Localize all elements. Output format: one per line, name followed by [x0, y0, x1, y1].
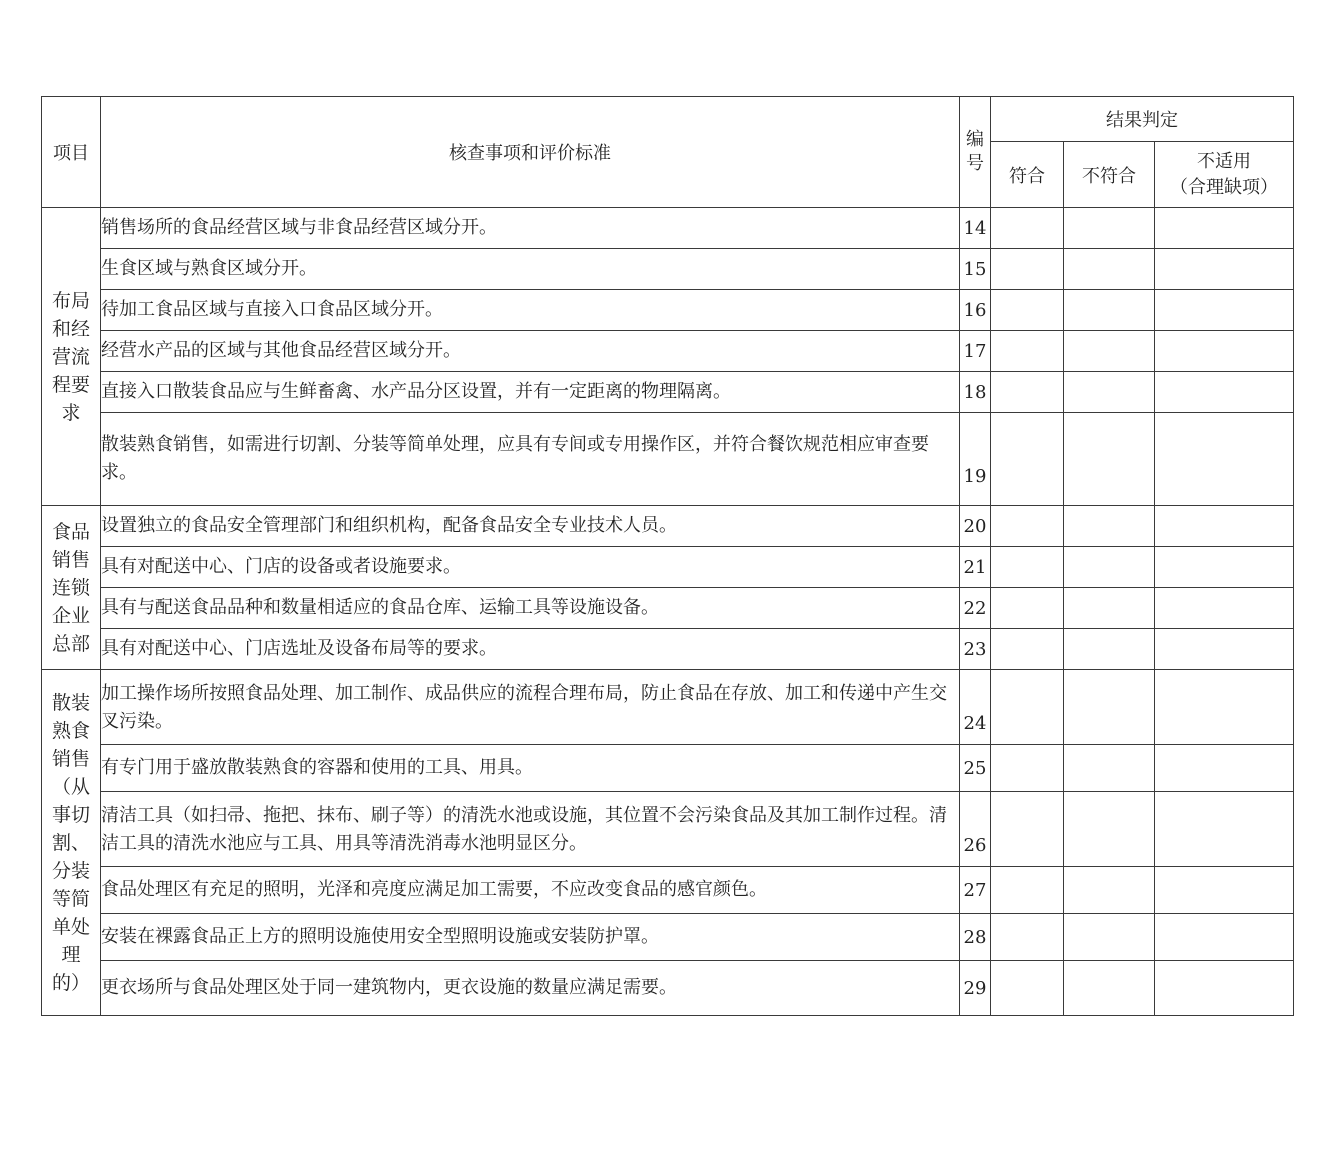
criteria-text: 生食区域与熟食区域分开。 [101, 249, 960, 290]
not-applicable-cell[interactable] [1155, 331, 1294, 372]
criteria-text: 具有对配送中心、门店的设备或者设施要求。 [101, 547, 960, 588]
category-cell [42, 506, 101, 670]
category-label: 食品销售连锁企业总部 [52, 520, 91, 655]
not-applicable-cell[interactable] [1155, 290, 1294, 331]
not-applicable-cell[interactable] [1155, 792, 1294, 867]
table-row [42, 506, 1294, 547]
header-nonconform: 不符合 [1064, 142, 1155, 208]
conform-cell[interactable] [991, 547, 1064, 588]
criteria-text: 具有对配送中心、门店选址及设备布局等的要求。 [101, 629, 960, 670]
table-row [42, 372, 1294, 413]
nonconform-cell[interactable] [1064, 331, 1155, 372]
conform-cell[interactable] [991, 290, 1064, 331]
table-header [42, 97, 1294, 208]
not-applicable-cell[interactable] [1155, 629, 1294, 670]
category-cell [42, 208, 101, 506]
conform-cell[interactable] [991, 961, 1064, 1016]
nonconform-cell[interactable] [1064, 547, 1155, 588]
table-body [42, 208, 1294, 1016]
table-row [42, 588, 1294, 629]
table-row [42, 290, 1294, 331]
conform-cell[interactable] [991, 331, 1064, 372]
not-applicable-cell[interactable] [1155, 670, 1294, 745]
criteria-text: 食品处理区有充足的照明，光泽和亮度应满足加工需要，不应改变食品的感官颜色。 [101, 867, 960, 914]
conform-cell[interactable] [991, 372, 1064, 413]
table-row [42, 792, 1294, 867]
category-label: 散装熟食销售（从事切割、分装等简单处理的） [52, 691, 91, 994]
category-label: 布局和经营流程要求 [52, 289, 91, 424]
header-criteria: 核查事项和评价标准 [101, 97, 960, 208]
table-row [42, 629, 1294, 670]
table-row [42, 745, 1294, 792]
conform-cell[interactable] [991, 629, 1064, 670]
item-number: 17 [960, 331, 991, 372]
conform-cell[interactable] [991, 914, 1064, 961]
nonconform-cell[interactable] [1064, 506, 1155, 547]
nonconform-cell[interactable] [1064, 961, 1155, 1016]
not-applicable-cell[interactable] [1155, 249, 1294, 290]
criteria-text: 安装在裸露食品正上方的照明设施使用安全型照明设施或安装防护罩。 [101, 914, 960, 961]
criteria-text: 更衣场所与食品处理区处于同一建筑物内，更衣设施的数量应满足需要。 [101, 961, 960, 1016]
nonconform-cell[interactable] [1064, 249, 1155, 290]
category-cell [42, 670, 101, 1016]
criteria-text: 销售场所的食品经营区域与非食品经营区域分开。 [101, 208, 960, 249]
not-applicable-cell[interactable] [1155, 867, 1294, 914]
nonconform-cell[interactable] [1064, 745, 1155, 792]
inspection-checklist-table [41, 96, 1294, 1016]
item-number: 19 [960, 413, 991, 506]
nonconform-cell[interactable] [1064, 792, 1155, 867]
nonconform-cell[interactable] [1064, 372, 1155, 413]
criteria-text: 经营水产品的区域与其他食品经营区域分开。 [101, 331, 960, 372]
not-applicable-cell[interactable] [1155, 745, 1294, 792]
nonconform-cell[interactable] [1064, 208, 1155, 249]
criteria-text: 待加工食品区域与直接入口食品区域分开。 [101, 290, 960, 331]
item-number: 25 [960, 745, 991, 792]
item-number: 18 [960, 372, 991, 413]
not-applicable-cell[interactable] [1155, 914, 1294, 961]
table-row [42, 867, 1294, 914]
table-row [42, 249, 1294, 290]
nonconform-cell[interactable] [1064, 588, 1155, 629]
conform-cell[interactable] [991, 792, 1064, 867]
header-na-line1: 不适用 [1197, 150, 1251, 172]
conform-cell[interactable] [991, 208, 1064, 249]
table-row [42, 670, 1294, 745]
header-conform: 符合 [991, 142, 1064, 208]
header-not-applicable [1155, 142, 1294, 208]
criteria-text: 加工操作场所按照食品处理、加工制作、成品供应的流程合理布局，防止食品在存放、加工和传递中产生交叉污染。 [101, 670, 960, 745]
not-applicable-cell[interactable] [1155, 588, 1294, 629]
nonconform-cell[interactable] [1064, 290, 1155, 331]
not-applicable-cell[interactable] [1155, 547, 1294, 588]
item-number: 14 [960, 208, 991, 249]
nonconform-cell[interactable] [1064, 413, 1155, 506]
table-row [42, 914, 1294, 961]
item-number: 20 [960, 506, 991, 547]
table-row [42, 413, 1294, 506]
item-number: 29 [960, 961, 991, 1016]
item-number: 16 [960, 290, 991, 331]
item-number: 24 [960, 670, 991, 745]
item-number: 26 [960, 792, 991, 867]
criteria-text: 设置独立的食品安全管理部门和组织机构，配备食品安全专业技术人员。 [101, 506, 960, 547]
conform-cell[interactable] [991, 588, 1064, 629]
header-result: 结果判定 [991, 97, 1294, 142]
conform-cell[interactable] [991, 506, 1064, 547]
item-number: 22 [960, 588, 991, 629]
conform-cell[interactable] [991, 867, 1064, 914]
nonconform-cell[interactable] [1064, 670, 1155, 745]
nonconform-cell[interactable] [1064, 914, 1155, 961]
header-project: 项目 [42, 97, 101, 208]
conform-cell[interactable] [991, 670, 1064, 745]
item-number: 21 [960, 547, 991, 588]
item-number: 28 [960, 914, 991, 961]
criteria-text: 清洁工具（如扫帚、拖把、抹布、刷子等）的清洗水池或设施，其位置不会污染食品及其加工制作过程。清洁工具的清洗水池应与工具、用具等清洗消毒水池明显区分。 [101, 792, 960, 867]
item-number: 23 [960, 629, 991, 670]
not-applicable-cell[interactable] [1155, 208, 1294, 249]
item-number: 15 [960, 249, 991, 290]
conform-cell[interactable] [991, 249, 1064, 290]
not-applicable-cell[interactable] [1155, 506, 1294, 547]
table-row [42, 331, 1294, 372]
conform-cell[interactable] [991, 413, 1064, 506]
criteria-text: 散装熟食销售，如需进行切割、分装等简单处理，应具有专间或专用操作区，并符合餐饮规范相应审查要求。 [101, 413, 960, 506]
criteria-text: 具有与配送食品品种和数量相适应的食品仓库、运输工具等设施设备。 [101, 588, 960, 629]
table-row [42, 547, 1294, 588]
criteria-text: 有专门用于盛放散装熟食的容器和使用的工具、用具。 [101, 745, 960, 792]
not-applicable-cell[interactable] [1155, 413, 1294, 506]
not-applicable-cell[interactable] [1155, 961, 1294, 1016]
not-applicable-cell[interactable] [1155, 372, 1294, 413]
table-row [42, 208, 1294, 249]
nonconform-cell[interactable] [1064, 629, 1155, 670]
header-na-line2: （合理缺项） [1170, 176, 1278, 198]
item-number: 27 [960, 867, 991, 914]
criteria-text: 直接入口散装食品应与生鲜畜禽、水产品分区设置，并有一定距离的物理隔离。 [101, 372, 960, 413]
conform-cell[interactable] [991, 745, 1064, 792]
nonconform-cell[interactable] [1064, 867, 1155, 914]
header-number [960, 97, 991, 208]
table-row [42, 961, 1294, 1016]
header-number-text: 编号 [966, 129, 984, 174]
